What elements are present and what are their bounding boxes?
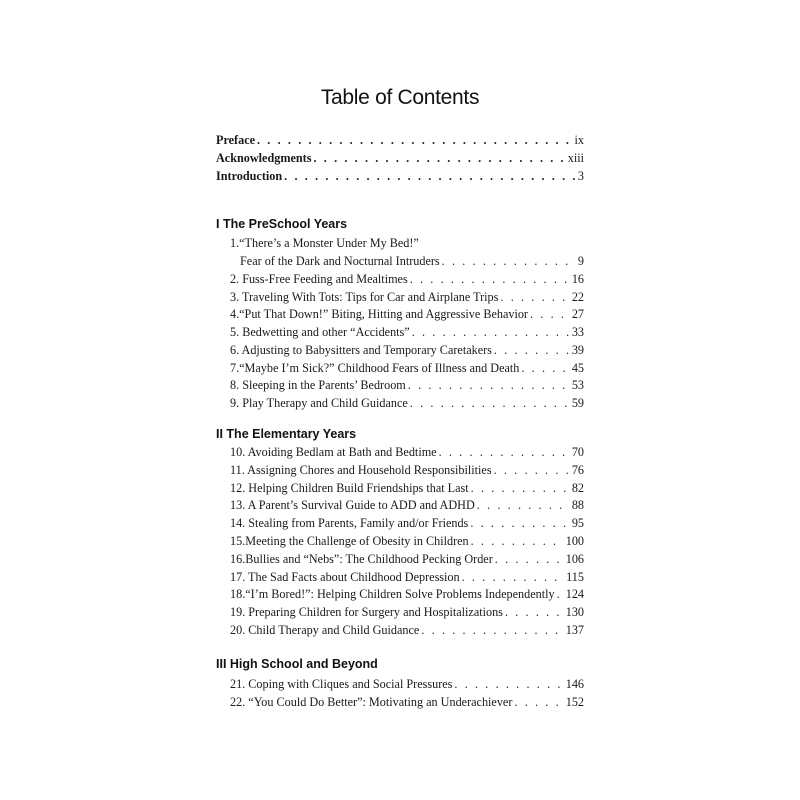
entry-label: Preface [216,133,256,147]
chapter-1-title-line[interactable]: 1.“There’s a Monster Under My Bed!” [230,236,419,250]
entry-page-number: 95 [571,516,584,530]
dot-leader [439,444,570,460]
dot-leader [494,462,570,478]
toc-entry-chapter-11[interactable] [230,462,584,478]
entry-label: 11. Assigning Chores and Household Responsibilities [230,463,492,477]
entry-page-number: 39 [571,343,584,357]
entry-label: Introduction [216,169,283,183]
entry-label: 17. The Sad Facts about Childhood Depression [230,570,460,584]
toc-entry-chapter-21[interactable] [230,676,584,692]
dot-leader [257,132,573,148]
entry-label: 6. Adjusting to Babysitters and Temporary Caretakers [230,343,492,357]
entry-label: Acknowledgments [216,151,312,165]
section-heading-elementary: II The Elementary Years [216,427,357,441]
dot-leader [470,515,570,531]
entry-page-number: 76 [571,463,584,477]
entry-label: 10. Avoiding Bedlam at Bath and Bedtime [230,445,437,459]
dot-leader [494,342,570,358]
entry-label: 9. Play Therapy and Child Guidance [230,396,408,410]
entry-page-number: 152 [565,695,584,709]
entry-label: Fear of the Dark and Nocturnal Intruders [240,254,440,268]
toc-entry-chapter-2[interactable] [230,271,584,287]
dot-leader [500,289,569,305]
entry-page-number: 124 [565,587,584,601]
toc-entry-chapter-12[interactable] [230,480,584,496]
entry-label: 18.“I’m Bored!”: Helping Children Solve Problems Independently [230,587,555,601]
entry-label: 5. Bedwetting and other “Accidents” [230,325,410,339]
toc-entry-chapter-18[interactable] [230,586,584,602]
toc-entry-chapter-8[interactable] [230,377,584,393]
entry-label: 8. Sleeping in the Parents’ Bedroom [230,378,406,392]
toc-entry-chapter-1[interactable] [240,253,584,269]
entry-page-number: 33 [571,325,584,339]
entry-page-number: 9 [577,254,584,268]
dot-leader [471,533,564,549]
dot-leader [477,497,570,513]
entry-label: 4.“Put That Down!” Biting, Hitting and Aggressive Behavior [230,307,528,321]
entry-page-number: 16 [571,272,584,286]
dot-leader [495,551,564,567]
dot-leader [521,360,569,376]
toc-entry-chapter-5[interactable] [230,324,584,340]
entry-page-number: 22 [571,290,584,304]
entry-label: 7.“Maybe I’m Sick?” Childhood Fears of Illness and Death [230,361,520,375]
entry-page-number: 45 [571,361,584,375]
toc-entry-chapter-22[interactable] [230,694,584,710]
entry-page-number: 106 [565,552,584,566]
toc-entry-chapter-9[interactable] [230,395,584,411]
toc-entry-chapter-6[interactable] [230,342,584,358]
toc-entry-chapter-10[interactable] [230,444,584,460]
entry-label: 12. Helping Children Build Friendships that Last [230,481,469,495]
entry-page-number: 100 [565,534,584,548]
dot-leader [454,676,563,692]
dot-leader [557,586,564,602]
entry-page-number: 115 [566,570,584,584]
toc-entry-chapter-4[interactable] [230,306,584,322]
toc-entry-preface[interactable] [216,132,584,148]
dot-leader [313,150,565,166]
entry-page-number: 146 [565,677,584,691]
entry-label: 20. Child Therapy and Child Guidance [230,623,420,637]
entry-page-number: 27 [571,307,584,321]
dot-leader [412,324,570,340]
entry-label: 3. Traveling With Tots: Tips for Car and Airplane Trips [230,290,499,304]
dot-leader [442,253,576,269]
entry-page-number: 88 [571,498,584,512]
toc-entry-chapter-19[interactable] [230,604,584,620]
entry-page-number: 3 [577,169,584,183]
dot-leader [462,569,565,585]
dot-leader [530,306,570,322]
page-title: Table of Contents [320,86,480,109]
toc-entry-chapter-16[interactable] [230,551,584,567]
toc-entry-chapter-7[interactable] [230,360,584,376]
section-heading-high-school: III High School and Beyond [216,657,378,671]
toc-entry-introduction[interactable] [216,168,584,184]
entry-page-number: 70 [571,445,584,459]
entry-page-number: ix [574,133,584,147]
entry-page-number: 137 [565,623,584,637]
dot-leader [410,271,570,287]
entry-label: 15.Meeting the Challenge of Obesity in Children [230,534,469,548]
dot-leader [514,694,563,710]
dot-leader [408,377,570,393]
entry-label: 13. A Parent’s Survival Guide to ADD and ADHD [230,498,475,512]
entry-label: 21. Coping with Cliques and Social Pressures [230,677,453,691]
entry-page-number: 82 [571,481,584,495]
dot-leader [284,168,576,184]
entry-label: 16.Bullies and “Nebs”: The Childhood Pecking Order [230,552,493,566]
entry-label: 19. Preparing Children for Surgery and Hospitalizations [230,605,503,619]
dot-leader [505,604,564,620]
dot-leader [410,395,570,411]
section-heading-preschool: I The PreSchool Years [216,217,348,231]
entry-page-number: 130 [565,605,584,619]
entry-label: 22. “You Could Do Better”: Motivating an Underachiever [230,695,513,709]
dot-leader [421,622,563,638]
toc-entry-chapter-14[interactable] [230,515,584,531]
toc-entry-chapter-3[interactable] [230,289,584,305]
entry-label: 2. Fuss-Free Feeding and Mealtimes [230,272,408,286]
toc-entry-chapter-20[interactable] [230,622,584,638]
toc-entry-chapter-13[interactable] [230,497,584,513]
toc-entry-acknowledgments[interactable] [216,150,584,166]
dot-leader [471,480,570,496]
toc-entry-chapter-17[interactable] [230,569,584,585]
entry-page-number: 53 [571,378,584,392]
entry-page-number: 59 [571,396,584,410]
toc-entry-chapter-15[interactable] [230,533,584,549]
entry-label: 14. Stealing from Parents, Family and/or Friends [230,516,469,530]
entry-page-number: xiii [567,151,584,165]
